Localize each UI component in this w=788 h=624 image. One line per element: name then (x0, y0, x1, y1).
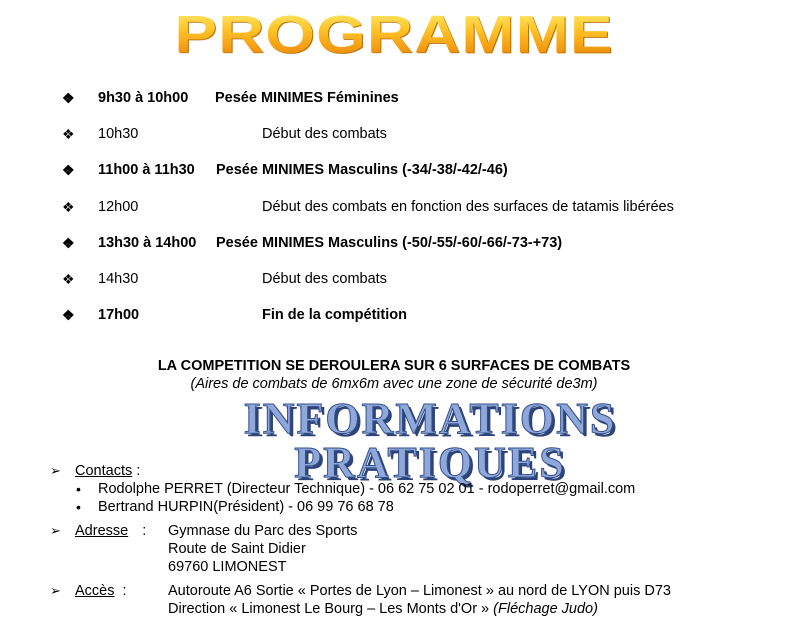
access-label: Accès (75, 583, 115, 599)
access-line-1: Autoroute A6 Sortie « Portes de Lyon – Limonest » au nord de LYON puis D73 (168, 583, 671, 599)
program-time: 11h00 à 11h30 (98, 162, 195, 178)
address-line-3: 69760 LIMONEST (168, 559, 287, 575)
address-suffix: : (138, 523, 147, 539)
program-time: 17h00 (98, 307, 140, 323)
address-label: Adresse (75, 523, 129, 539)
program-desc: Fin de la compétition (262, 307, 408, 323)
diamond-bullet-icon: ❖ (62, 90, 75, 106)
info-title-line2: PRATIQUES (294, 438, 566, 487)
program-time: 12h00 (98, 199, 139, 215)
contacts-label-wrap (75, 462, 140, 480)
program-desc: Pesée MINIMES Masculins (-50/-55/-60/-66/-73-+73) (216, 235, 563, 251)
diamond-bullet-icon: ❖ (62, 126, 75, 142)
contacts-suffix: : (132, 463, 141, 479)
access-line-2 (168, 600, 598, 618)
address-label-wrap (75, 522, 146, 540)
contacts-label: Contacts (75, 463, 133, 479)
diamond-bullet-icon: ❖ (62, 271, 75, 287)
program-desc: Début des combats (262, 126, 387, 142)
program-desc: Pesée MINIMES Masculins (-34/-38/-42/-46) (216, 162, 508, 178)
diamond-bullet-icon: ❖ (62, 199, 75, 215)
competition-headline: LA COMPETITION SE DEROULERA SUR 6 SURFACES DE COMBATS (157, 358, 631, 374)
page-title: PROGRAMME (0, 6, 788, 63)
bullet-dot-icon: • (76, 481, 81, 497)
access-line-2-italic: (Fléchage Judo) (493, 601, 598, 617)
program-time: 14h30 (98, 271, 139, 287)
access-suffix: : (118, 583, 127, 599)
arrow-bullet-icon: ➢ (50, 463, 61, 478)
contact-text: Bertrand HURPIN(Président) - 06 99 76 68 78 (98, 499, 394, 515)
diamond-bullet-icon: ❖ (62, 235, 75, 251)
program-desc: Début des combats (262, 271, 387, 287)
program-time: 10h30 (98, 126, 139, 142)
arrow-bullet-icon: ➢ (50, 583, 61, 598)
arrow-bullet-icon: ➢ (50, 523, 61, 538)
address-line-1: Gymnase du Parc des Sports (168, 523, 358, 539)
bullet-dot-icon: • (76, 499, 81, 515)
contact-text: Rodolphe PERRET (Directeur Technique) - 06 62 75 02 01 - rodoperret@gmail.com (98, 481, 636, 497)
diamond-bullet-icon: ❖ (62, 162, 75, 178)
program-time: 13h30 à 14h00 (98, 235, 197, 251)
program-desc: Début des combats en fonction des surfaces de tatamis libérées (262, 199, 674, 215)
program-time: 9h30 à 10h00 (98, 90, 189, 106)
access-line-2-text: Direction « Limonest Le Bourg – Les Monts d'Or » (168, 601, 494, 617)
access-label-wrap (75, 582, 127, 600)
diamond-bullet-icon: ❖ (62, 307, 75, 323)
address-line-2: Route de Saint Didier (168, 541, 306, 557)
program-desc: Pesée MINIMES Féminines (215, 90, 399, 106)
info-title-line1: INFORMATIONS (243, 394, 617, 443)
competition-note: (Aires de combats de 6mx6m avec une zone de sécurité de3m) (190, 376, 598, 392)
